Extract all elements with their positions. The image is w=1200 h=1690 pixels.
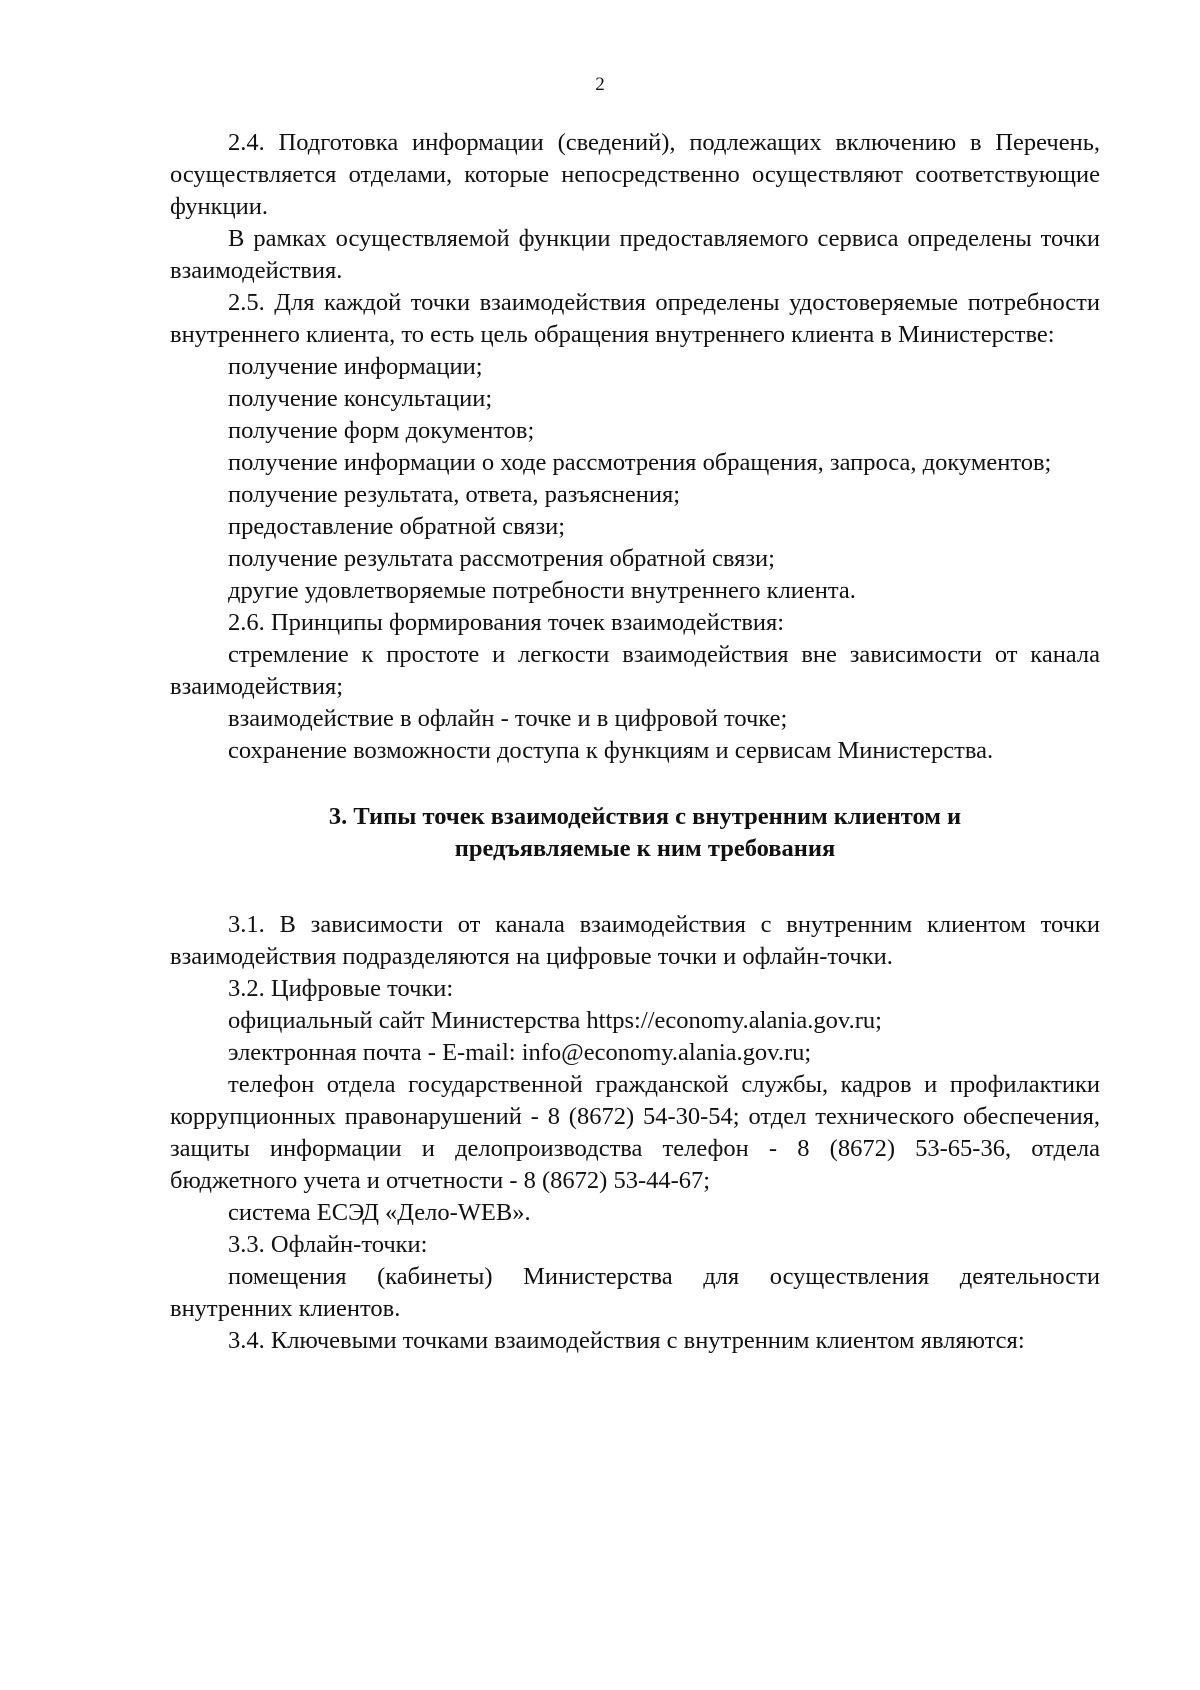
paragraph-3-1: 3.1. В зависимости от канала взаимодействия с внутренним клиентом точки взаимодействия подразделяются на цифровые точки и офлайн-точки. — [170, 911, 1100, 970]
section-3-heading — [170, 801, 1100, 865]
list-item: получение консультации; — [228, 385, 493, 412]
page-number: 2 — [595, 74, 605, 95]
list-item: система ЕСЭД «Дело-WEB». — [228, 1199, 531, 1226]
list-item: официальный сайт Министерства https://economy.alania.gov.ru; — [228, 1007, 882, 1034]
list-item: помещения (кабинеты) Министерства для осуществления деятельности внутренних клиентов. — [170, 1263, 1100, 1322]
paragraph-3-3: 3.3. Офлайн-точки: — [228, 1231, 428, 1258]
paragraph-3-2: 3.2. Цифровые точки: — [228, 975, 454, 1002]
list-item: электронная почта - E-mail: info@economy.alania.gov.ru; — [228, 1039, 812, 1066]
list-item: получение результата рассмотрения обратной связи; — [228, 545, 775, 572]
paragraph-interaction-points: В рамках осуществляемой функции предоставляемого сервиса определены точки взаимодействия. — [170, 225, 1100, 284]
list-item: получение информации; — [228, 353, 483, 380]
paragraph-2-6: 2.6. Принципы формирования точек взаимодействия: — [228, 609, 785, 636]
list-item: телефон отдела государственной гражданской службы, кадров и профилактики коррупционных правонарушений - 8 (8672) 54-30-54; отдел технического обеспечения, защиты информации и делопроизводства телефон - 8 (8672) 53-65-36, отдела бюджетного учета и отчетности - 8 (8672) 53-44-67; — [170, 1071, 1100, 1194]
list-item: получение результата, ответа, разъяснения; — [228, 481, 681, 508]
paragraph-3-4: 3.4. Ключевыми точками взаимодействия с внутренним клиентом являются: — [228, 1327, 1025, 1354]
section-3-heading-line2: предъявляемые к ним требования — [454, 835, 836, 862]
list-item: получение форм документов; — [228, 417, 535, 444]
paragraph-2-5: 2.5. Для каждой точки взаимодействия определены удостоверяемые потребности внутреннего клиента, то есть цель обращения внутреннего клиента в Министерстве: — [170, 289, 1100, 348]
list-item: другие удовлетворяемые потребности внутреннего клиента. — [228, 577, 856, 604]
list-item: сохранение возможности доступа к функциям и сервисам Министерства. — [228, 737, 994, 764]
section-3-heading-line1: 3. Типы точек взаимодействия с внутренним клиентом и — [328, 803, 962, 830]
document-body — [170, 127, 1100, 1357]
list-item: взаимодействие в офлайн - точке и в цифровой точке; — [228, 705, 788, 732]
list-item: стремление к простоте и легкости взаимодействия вне зависимости от канала взаимодействия; — [170, 641, 1100, 700]
list-item: предоставление обратной связи; — [228, 513, 566, 540]
list-item: получение информации о ходе рассмотрения обращения, запроса, документов; — [228, 449, 1052, 476]
paragraph-2-4: 2.4. Подготовка информации (сведений), подлежащих включению в Перечень, осуществляется отделами, которые непосредственно осуществляют соответствующие функции. — [170, 129, 1100, 220]
